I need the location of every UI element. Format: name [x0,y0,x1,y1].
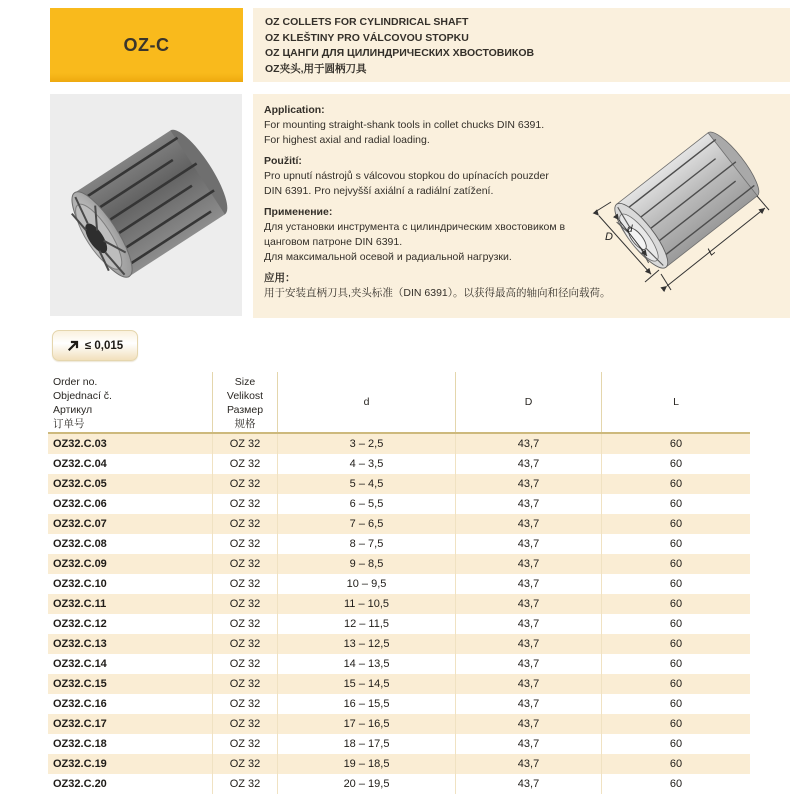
table-row [48,514,750,534]
d-range-cell: 12 – 11,5 [278,614,456,634]
d-range-cell: 7 – 6,5 [278,514,456,534]
order-no-cell: OZ32.C.20 [48,774,213,794]
length-cell: 60 [669,718,683,730]
order-no-cell: OZ32.C.13 [48,634,213,654]
table-row [48,634,750,654]
order-no-cell: OZ32.C.10 [48,574,213,594]
table-row [48,774,750,794]
size-cell: OZ 32 [213,654,278,674]
length-cell: 60 [669,738,683,750]
length-cell: 60 [669,698,683,710]
arrow-up-right-icon [67,339,80,352]
table-header-row [48,372,750,434]
outer-diameter-cell: 43,7 [456,574,602,594]
table-row [48,714,750,734]
order-no-cell: OZ32.C.15 [48,674,213,694]
outer-diameter-cell: 43,7 [456,454,602,474]
d-range-cell: 19 – 18,5 [278,754,456,774]
d-range-cell: 11 – 10,5 [278,594,456,614]
section-label: Použití: [264,155,302,167]
size-cell: OZ 32 [213,754,278,774]
runout-value: ≤ 0,015 [84,339,124,352]
d-range-cell: 17 – 16,5 [278,714,456,734]
size-cell: OZ 32 [213,714,278,734]
order-no-cell: OZ32.C.05 [48,474,213,494]
outer-diameter-cell: 43,7 [456,494,602,514]
outer-diameter-cell: 43,7 [456,674,602,694]
d-range-cell: 13 – 12,5 [278,634,456,654]
size-cell: OZ 32 [213,574,278,594]
table-row [48,614,750,634]
table-row [48,534,750,554]
dim-label-L: L [705,245,718,259]
length-cell: 60 [669,518,683,530]
length-cell: 60 [669,478,683,490]
d-range-cell: 4 – 3,5 [278,454,456,474]
size-cell: OZ 32 [213,694,278,714]
d-range-cell: 18 – 17,5 [278,734,456,754]
length-cell: 60 [669,778,683,790]
length-cell: 60 [669,498,683,510]
d-range-cell: 16 – 15,5 [278,694,456,714]
section-label: Применение: [264,206,333,218]
length-cell: 60 [669,578,683,590]
size-cell: OZ 32 [213,554,278,574]
dim-label-d: d [627,224,633,235]
order-no-cell: OZ32.C.16 [48,694,213,714]
length-cell: 60 [669,558,683,570]
collet-photo-image [50,94,242,316]
column-header-size: Size Velikost Размер 规格 [213,372,278,432]
length-cell: 60 [669,678,683,690]
outer-diameter-cell: 43,7 [456,514,602,534]
order-no-cell: OZ32.C.04 [48,454,213,474]
column-header-d: d [278,372,456,432]
description-zh: OZ夹头,用于圆柄刀具 [265,62,367,75]
column-header-L: L [673,396,679,408]
section-label: Application: [264,104,325,116]
order-no-cell: OZ32.C.17 [48,714,213,734]
order-no-cell: OZ32.C.06 [48,494,213,514]
outer-diameter-cell: 43,7 [456,554,602,574]
outer-diameter-cell: 43,7 [456,534,602,554]
column-header-D: D [456,372,602,432]
outer-diameter-cell: 43,7 [456,434,602,454]
length-cell: 60 [669,438,683,450]
outer-diameter-cell: 43,7 [456,734,602,754]
table-row [48,454,750,474]
length-cell: 60 [669,638,683,650]
outer-diameter-cell: 43,7 [456,594,602,614]
table-row [48,694,750,714]
size-cell: OZ 32 [213,674,278,694]
size-cell: OZ 32 [213,734,278,754]
outer-diameter-cell: 43,7 [456,614,602,634]
outer-diameter-cell: 43,7 [456,634,602,654]
application-section-cs: Použití: Pro upnutí nástrojů s válcovou stopkou do upínacích pouzder DIN 6391. Pro nejvyšší axiální a radiální zatížení. [264,154,664,199]
length-cell: 60 [669,658,683,670]
order-no-cell: OZ32.C.11 [48,594,213,614]
d-range-cell: 9 – 8,5 [278,554,456,574]
description-cs: OZ KLEŠTINY PRO VÁLCOVOU STOPKU [265,31,469,44]
page-title: OZ-C [123,34,170,55]
table-row [48,474,750,494]
spec-table [48,372,750,794]
d-range-cell: 15 – 14,5 [278,674,456,694]
length-cell: 60 [669,458,683,470]
table-row [48,734,750,754]
table-body [48,434,750,794]
table-row [48,594,750,614]
outer-diameter-cell: 43,7 [456,474,602,494]
order-no-cell: OZ32.C.18 [48,734,213,754]
order-no-cell: OZ32.C.07 [48,514,213,534]
length-cell: 60 [669,598,683,610]
table-row [48,554,750,574]
outer-diameter-cell: 43,7 [456,714,602,734]
size-cell: OZ 32 [213,534,278,554]
runout-badge [52,330,138,361]
d-range-cell: 10 – 9,5 [278,574,456,594]
order-no-cell: OZ32.C.12 [48,614,213,634]
d-range-cell: 20 – 19,5 [278,774,456,794]
table-row [48,574,750,594]
size-cell: OZ 32 [213,454,278,474]
application-section-ru: Применение: Для установки инструмента с цилиндрическим хвостовиком в цанговом патроне DIN 6391. Для максимальной осевой и радиальной нагрузки. [264,205,664,265]
collet-drawing [575,104,787,310]
size-cell: OZ 32 [213,634,278,654]
dim-label-D: D [605,231,613,243]
length-cell: 60 [669,758,683,770]
size-cell: OZ 32 [213,614,278,634]
size-cell: OZ 32 [213,594,278,614]
order-no-cell: OZ32.C.09 [48,554,213,574]
outer-diameter-cell: 43,7 [456,694,602,714]
table-row [48,754,750,774]
table-row [48,674,750,694]
application-section-zh: 应用： 用于安装直柄刀具,夹头标准（DIN 6391）。以获得最高的轴向和径向载荷。 [264,271,664,301]
table-row [48,434,750,454]
order-no-cell: OZ32.C.19 [48,754,213,774]
d-range-cell: 3 – 2,5 [278,434,456,454]
order-no-cell: OZ32.C.03 [48,434,213,454]
column-header-order-no: Order no. Objednací č. Артикул 订单号 [48,372,213,432]
section-label: 应用： [264,272,296,284]
order-no-cell: OZ32.C.08 [48,534,213,554]
table-row [48,654,750,674]
size-cell: OZ 32 [213,774,278,794]
product-photo [50,94,242,316]
description-en: OZ COLLETS FOR CYLINDRICAL SHAFT [265,16,469,28]
length-cell: 60 [669,618,683,630]
product-series-title-box [50,8,243,82]
outer-diameter-cell: 43,7 [456,774,602,794]
description-ru: OZ ЦАНГИ ДЛЯ ЦИЛИНДРИЧЕСКИХ ХВОСТОВИКОВ [265,47,535,59]
d-range-cell: 14 – 13,5 [278,654,456,674]
length-cell: 60 [669,538,683,550]
size-cell: OZ 32 [213,434,278,454]
d-range-cell: 6 – 5,5 [278,494,456,514]
d-range-cell: 8 – 7,5 [278,534,456,554]
application-panel [253,94,790,318]
order-no-cell: OZ32.C.14 [48,654,213,674]
size-cell: OZ 32 [213,514,278,534]
outer-diameter-cell: 43,7 [456,754,602,774]
product-descriptions [253,8,790,82]
table-row [48,494,750,514]
application-section-en: Application: For mounting straight-shank tools in collet chucks DIN 6391. For highest axial and radial loading. [264,103,664,148]
size-cell: OZ 32 [213,474,278,494]
outer-diameter-cell: 43,7 [456,654,602,674]
d-range-cell: 5 – 4,5 [278,474,456,494]
size-cell: OZ 32 [213,494,278,514]
